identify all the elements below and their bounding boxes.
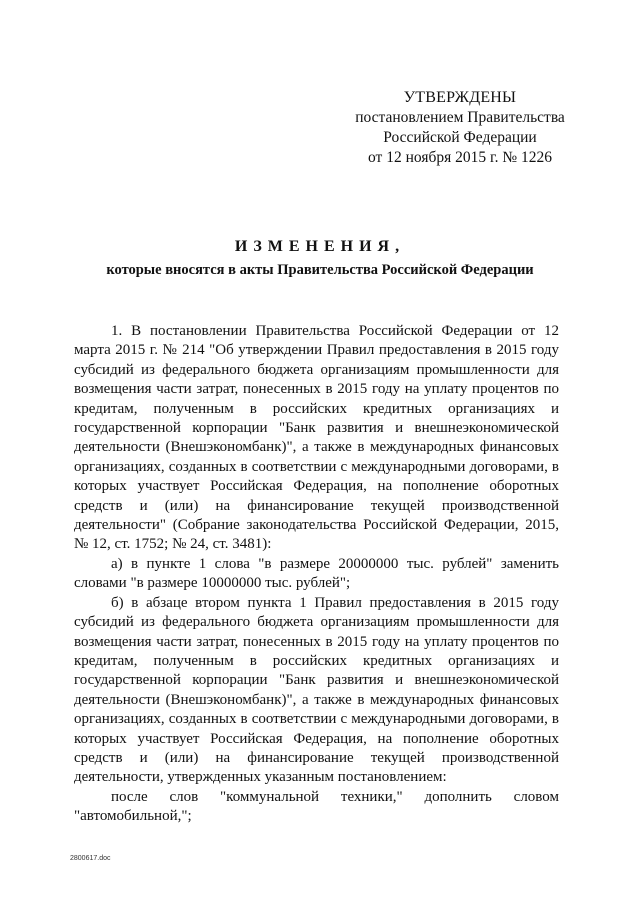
paragraph-a: а) в пункте 1 слова "в размере 20000000 тыс. рублей" заменить словами "в размере 10000000 тыс. рублей"; <box>74 555 559 592</box>
paragraph-after-words: после слов "коммунальной техники," дополнить словом "автомобильной,"; <box>74 788 559 825</box>
document-title: ИЗМЕНЕНИЯ, <box>234 238 406 255</box>
document-subtitle: которые вносятся в акты Правительства Российской Федерации <box>106 262 534 278</box>
approval-line-1: постановлением Правительства <box>355 109 565 126</box>
approval-line-3: от 12 ноября 2015 г. № 1226 <box>368 149 552 166</box>
file-name-footer: 2800617.doc <box>70 855 111 862</box>
paragraph-b: б) в абзаце втором пункта 1 Правил предоставления в 2015 году субсидий из федерального бюджета организациям промышленности для возмещения части затрат, понесенных в 2015 году на уплату процентов по кредитам, полученным в российских кредитных организациях и государственной корпорации "Банк развития и внешнеэкономической деятельности (Внешэкономбанк)", а также в международных финансовых организациях, созданных в соответствии с международными договорами, в которых участвует Российская Федерация, на пополнение оборотных средств и (или) на финансирование текущей производственной деятельности, утвержденных указанным постановлением: <box>74 594 559 786</box>
approval-stamp <box>330 88 590 168</box>
approval-heading: УТВЕРЖДЕНЫ <box>403 89 517 106</box>
paragraph-1: 1. В постановлении Правительства Российской Федерации от 12 марта 2015 г. № 214 "Об утверждении Правил предоставления в 2015 году субсидий из федерального бюджета организациям промышленности для возмещения части затрат, понесенных в 2015 году на уплату процентов по кредитам, полученным в российских кредитных организациях и государственной корпорации "Банк развития и внешнеэкономической деятельности (Внешэкономбанк)", а также в международных финансовых организациях, созданных в соответствии с международными договорами, в которых участвует Российская Федерация, на пополнение оборотных средств и (или) на финансирование текущей производственной деятельности" (Собрание законодательства Российской Федерации, 2015, № 12, ст. 1752; № 24, ст. 3481): <box>74 323 559 553</box>
document-body <box>74 322 559 827</box>
approval-line-2: Российской Федерации <box>383 129 537 146</box>
